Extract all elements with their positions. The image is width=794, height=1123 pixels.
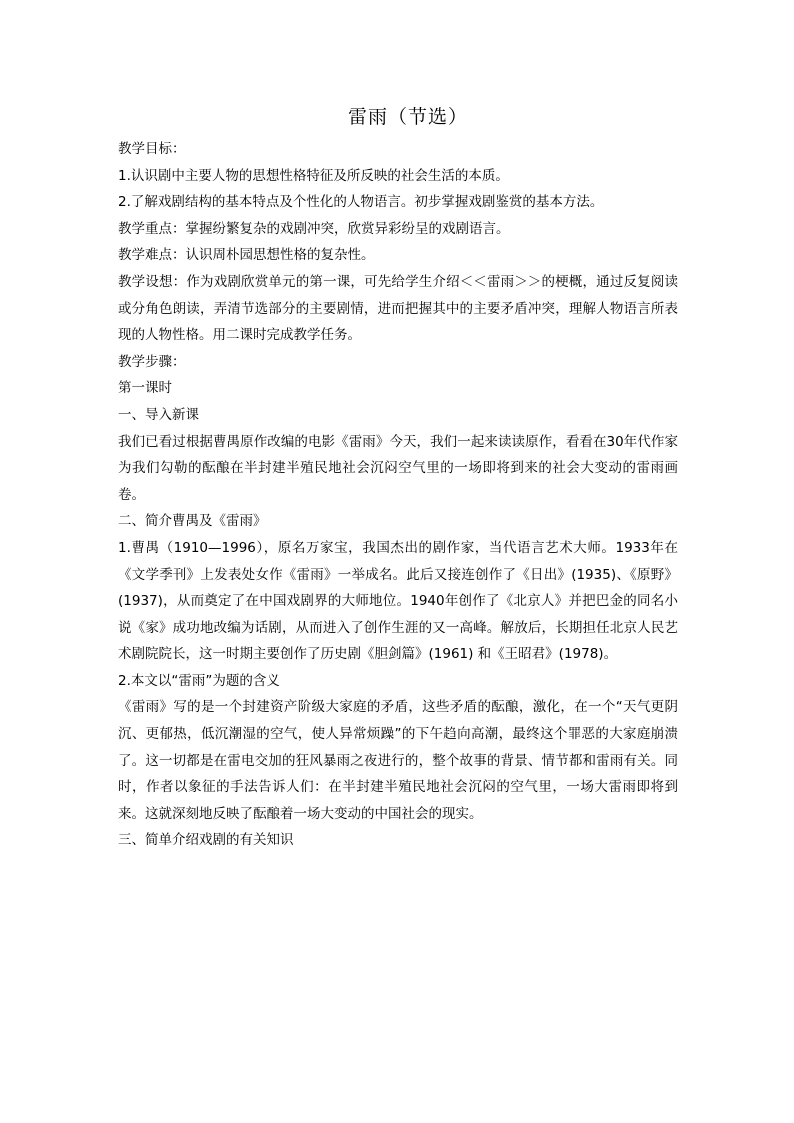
objectives-heading: 教学目标： — [118, 141, 186, 157]
section-1-text: 我们已看过根据曹禺原作改编的电影《雷雨》今天，我们一起来读读原作，看看在30年代作家为我们勾勒的酝酿在半封建半殖民地社会沉闷空气里的一场即将到来的社会大变动的雷雨画卷。 — [118, 433, 678, 503]
objective-1: 1.认识剧中主要人物的思想性格特征及所反映的社会生活的本质。 — [118, 167, 509, 184]
objective-2: 2.了解戏剧结构的基本特点及个性化的人物语言。初步掌握戏剧鉴赏的基本方法。 — [118, 194, 604, 211]
teaching-design: 教学设想：作为戏剧欣赏单元的第一课，可先给学生介绍＜＜雷雨＞＞的梗概，通过反复阅读或分角色朗读，弄清节选部分的主要剧情，进而把握其中的主要矛盾冲突，理解人物语言所表现的人物性格。用二课时完成教学任务。 — [118, 273, 678, 344]
key-point: 教学重点：掌握纷繁复杂的戏剧冲突，欣赏异彩纷呈的戏剧语言。 — [118, 220, 510, 237]
title-meaning-heading: 2.本文以“雷雨”为题的含义 — [118, 672, 280, 689]
document-title: 雷雨（节选） — [347, 106, 468, 128]
section-2-heading: 二、简介曹禺及《雷雨》 — [118, 513, 267, 530]
lesson-1-heading: 第一课时 — [118, 380, 172, 397]
section-3-heading: 三、简单介绍戏剧的有关知识 — [118, 832, 294, 849]
author-bio: 1.曹禺（1910—1996），原名万家宝，我国杰出的剧作家，当代语言艺术大师。1933年在《文学季刊》上发表处女作《雷雨》一举成名。此后又接连创作了《日出》(1935)、《原野》(1937)，从而奠定了在中国戏剧界的大师地位。1940年创作了《北京人》并把巴金的同名小说《家》成功地改编为话剧，从而进入了创作生涯的又一高峰。解放后，长期担任北京人民艺术剧院院长，这一时期主要创作了历史剧《胆剑篇》(1961) 和《王昭君》(1978)。 — [118, 539, 678, 663]
section-1-heading: 一、导入新课 — [118, 406, 199, 423]
document-page — [118, 102, 678, 854]
steps-heading: 教学步骤： — [118, 353, 186, 370]
title-meaning-text: 《雷雨》写的是一个封建资产阶级大家庭的矛盾，这些矛盾的酝酿，激化，在一个“天气更阴沉、更郁热，低沉潮湿的空气，使人异常烦躁”的下午趋向高潮，最终这个罪恶的大家庭崩溃了。这一切都是在雷电交加的狂风暴雨之夜进行的，整个故事的背景、情节都和雷雨有关。同时，作者以象征的手法告诉人们：在半封建半殖民地社会沉闷的空气里，一场大雷雨即将到来。这就深刻地反映了酝酿着一场大变动的中国社会的现实。 — [118, 699, 678, 822]
difficulty: 教学难点：认识周朴园思想性格的复杂性。 — [118, 247, 375, 264]
